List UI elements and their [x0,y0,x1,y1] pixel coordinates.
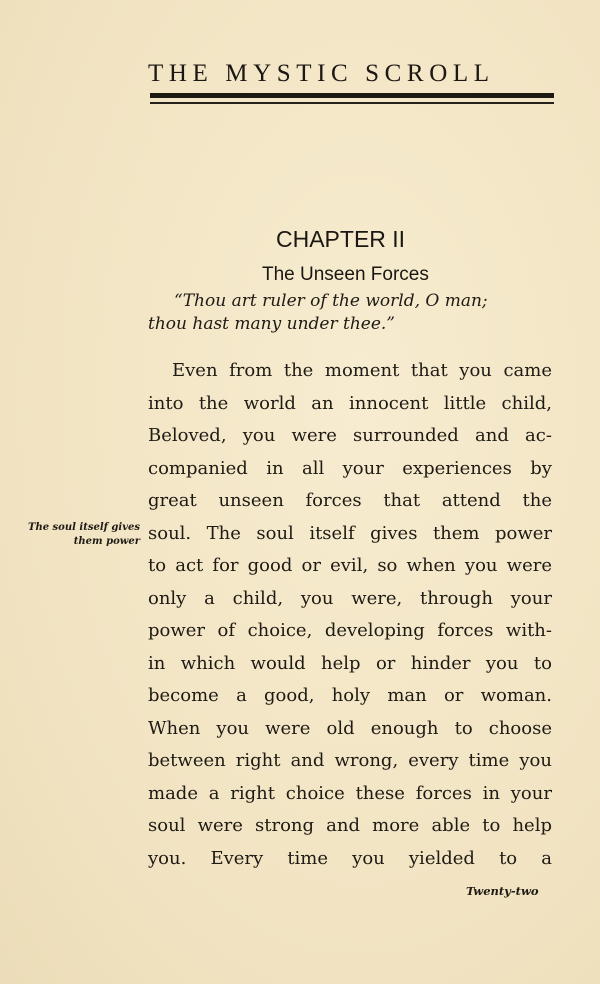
body-line: in which would help or hinder you to [148,652,552,674]
body-line: companied in all your experiences by [148,457,552,479]
body-line: made a right choice these forces in your [148,782,552,804]
body-line: to act for good or evil, so when you were [148,555,552,576]
chapter-label: CHAPTER II [276,226,406,252]
body-line: only a child, you were, through your [148,587,552,609]
margin-note-line: The soul itself gives [28,522,140,533]
page-number: Twenty-two [466,884,539,898]
body-line: you. Every time you yielded to a [148,847,552,869]
epigraph [148,290,558,336]
body-line: great unseen forces that attend the [148,490,552,511]
body-line: soul were strong and more able to help [148,815,552,836]
body-text [148,355,552,875]
epigraph-line: “Thou art ruler of the world, O man; [174,291,488,311]
margin-note [12,521,140,549]
body-line: power of choice, developing forces with- [148,620,552,641]
body-line: Even from the moment that you came [172,360,552,381]
body-line: Beloved, you were surrounded and ac- [148,425,552,446]
margin-note-line: them power [73,536,140,547]
body-line: soul. The soul itself gives them power [148,522,552,544]
header-rule-thin [150,102,554,104]
body-line: When you were old enough to choose [148,717,552,739]
running-head: THE MYSTIC SCROLL [148,60,495,87]
header-rule-thick [150,93,554,98]
chapter-title: The Unseen Forces [262,264,429,285]
body-line: between right and wrong, every time you [148,750,552,771]
body-line: into the world an innocent little child, [148,392,552,414]
body-line: become a good, holy man or woman. [148,685,552,706]
epigraph-line: thou hast many under thee.” [148,314,395,334]
